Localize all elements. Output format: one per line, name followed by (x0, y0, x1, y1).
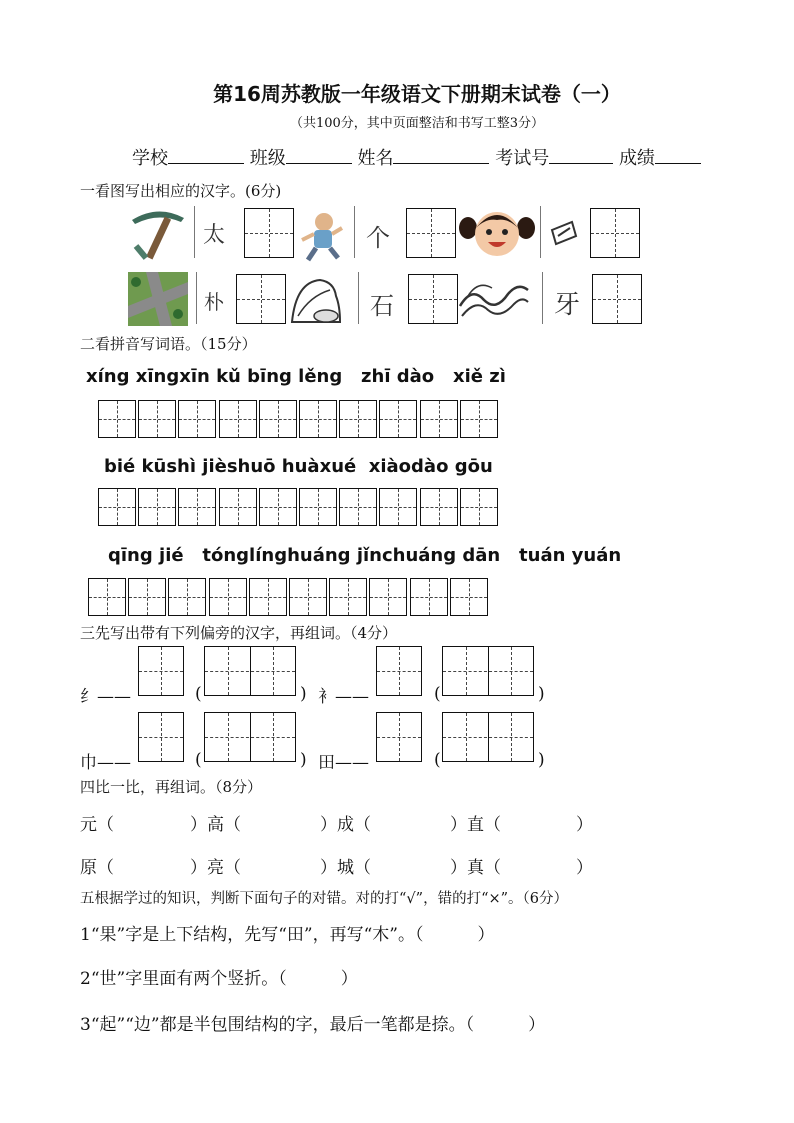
student-info-line (132, 144, 701, 170)
name-blank[interactable] (393, 145, 489, 164)
char-cell[interactable] (249, 578, 287, 616)
char-cell[interactable] (420, 488, 458, 526)
crossroads-icon (128, 272, 188, 326)
radical-field: 田—— (318, 753, 369, 773)
radical-towel: 巾—— (80, 753, 131, 773)
char-cell[interactable] (219, 488, 257, 526)
char-cell[interactable] (379, 400, 417, 438)
answer-box[interactable] (408, 274, 458, 324)
word-box[interactable] (204, 646, 296, 696)
glyph-5: 牙 (554, 290, 581, 320)
compare-word: ）亮（ (190, 858, 241, 878)
name-label: 姓名 (357, 148, 394, 169)
exam-no-label: 考试号 (495, 148, 550, 169)
divider (542, 272, 543, 324)
compare-word: ）直（ (450, 815, 501, 835)
tooth-glyph-icon (548, 218, 580, 248)
close-paren: ) (300, 684, 307, 704)
char-cell[interactable] (379, 488, 417, 526)
open-paren: ( (195, 750, 202, 770)
divider (354, 206, 355, 258)
glyph-3: 朴 (204, 290, 224, 314)
char-cell[interactable] (289, 578, 327, 616)
section5-heading: 五根据学过的知识，判断下面句子的对错。对的打“√”，错的打“×”。（6分） (80, 891, 569, 907)
char-cell[interactable] (299, 488, 337, 526)
pickaxe-icon (126, 206, 190, 262)
exam-no-blank[interactable] (549, 145, 613, 164)
section2-heading: 二看拼音写词语。（15分） (80, 335, 257, 353)
char-cell[interactable] (138, 488, 176, 526)
answer-box[interactable] (244, 208, 294, 258)
char-cell[interactable] (259, 488, 297, 526)
char-cell[interactable] (259, 400, 297, 438)
glyph-2: 个 (366, 224, 390, 252)
char-cell[interactable] (209, 578, 247, 616)
score-blank[interactable] (655, 145, 701, 164)
section3-heading: 三先写出带有下列偏旁的汉字，再组词。（4分） (80, 624, 398, 642)
radical-silk: 纟—— (80, 687, 131, 707)
char-cell[interactable] (178, 488, 216, 526)
answer-box[interactable] (592, 274, 642, 324)
compare-word: 元（ (80, 815, 114, 835)
glyph-1: 太 (203, 223, 226, 248)
running-boy-icon (294, 208, 346, 262)
close-paren: ) (538, 684, 545, 704)
section4-heading: 四比一比，再组词。（8分） (80, 778, 263, 796)
girl-face-icon (458, 206, 536, 262)
pinyin-row-2: bié kūshì jièshuō huàxué xiàodào gōu (104, 456, 493, 477)
compare-close: ） (576, 858, 593, 878)
class-blank[interactable] (286, 145, 352, 164)
char-box[interactable] (376, 646, 422, 696)
judge-question-3: 3“起”“边”都是半包围结构的字，最后一笔都是捺。（ ） (80, 1015, 546, 1035)
divider (196, 272, 197, 324)
answer-box[interactable] (406, 208, 456, 258)
school-blank[interactable] (168, 145, 244, 164)
glyph-4: 石 (370, 292, 394, 320)
char-cell[interactable] (420, 400, 458, 438)
char-cell[interactable] (138, 400, 176, 438)
char-cell[interactable] (410, 578, 448, 616)
char-cell[interactable] (219, 400, 257, 438)
open-paren: ( (434, 684, 441, 704)
school-label: 学校 (132, 148, 168, 169)
radical-clothing: 衤—— (318, 687, 369, 707)
water-waves-icon (458, 276, 530, 324)
compare-word: ）城（ (320, 858, 371, 878)
char-cell[interactable] (369, 578, 407, 616)
pinyin-row-1: xíng xīngxīn kǔ bīng lěng zhī dào xiě zì (86, 366, 506, 387)
compare-word: 原（ (80, 858, 114, 878)
compare-word: ）真（ (450, 858, 501, 878)
page-subtitle: （共100分，其中页面整洁和书写工整3分） (289, 116, 545, 131)
judge-question-1: 1“果”字是上下结构，先写“田”，再写“木”。（ ） (80, 925, 495, 945)
page-title: 第16周苏教版一年级语文下册期末试卷（一） (213, 82, 621, 106)
open-paren: ( (434, 750, 441, 770)
divider (540, 206, 541, 258)
divider (194, 206, 195, 258)
char-cell[interactable] (299, 400, 337, 438)
char-cell[interactable] (178, 400, 216, 438)
answer-box[interactable] (590, 208, 640, 258)
char-cell[interactable] (450, 578, 488, 616)
char-cell[interactable] (329, 578, 367, 616)
answer-box[interactable] (236, 274, 286, 324)
score-label: 成绩 (618, 148, 655, 169)
divider (358, 272, 359, 324)
close-paren: ) (538, 750, 545, 770)
char-cell[interactable] (98, 400, 136, 438)
close-paren: ) (300, 750, 307, 770)
char-box[interactable] (138, 712, 184, 762)
char-cell[interactable] (88, 578, 126, 616)
char-cell[interactable] (460, 400, 498, 438)
open-paren: ( (195, 684, 202, 704)
word-box[interactable] (442, 646, 534, 696)
judge-question-2: 2“世”字里面有两个竖折。（ ） (80, 969, 358, 989)
compare-close: ） (576, 815, 593, 835)
compare-word: ）成（ (320, 815, 371, 835)
char-cell[interactable] (168, 578, 206, 616)
stone-icon (290, 276, 342, 324)
char-cell[interactable] (128, 578, 166, 616)
word-box[interactable] (204, 712, 296, 762)
pinyin-row-3: qīng jié tónglínghuáng jǐnchuáng dān tuán yuán (108, 545, 622, 566)
compare-word: ）高（ (190, 815, 241, 835)
char-cell[interactable] (98, 488, 136, 526)
char-cell[interactable] (460, 488, 498, 526)
char-box[interactable] (376, 712, 422, 762)
section1-heading: 一看图写出相应的汉字。(6分) (80, 182, 282, 200)
char-box[interactable] (138, 646, 184, 696)
word-box[interactable] (442, 712, 534, 762)
char-cell[interactable] (339, 488, 377, 526)
class-label: 班级 (249, 148, 286, 169)
char-cell[interactable] (339, 400, 377, 438)
